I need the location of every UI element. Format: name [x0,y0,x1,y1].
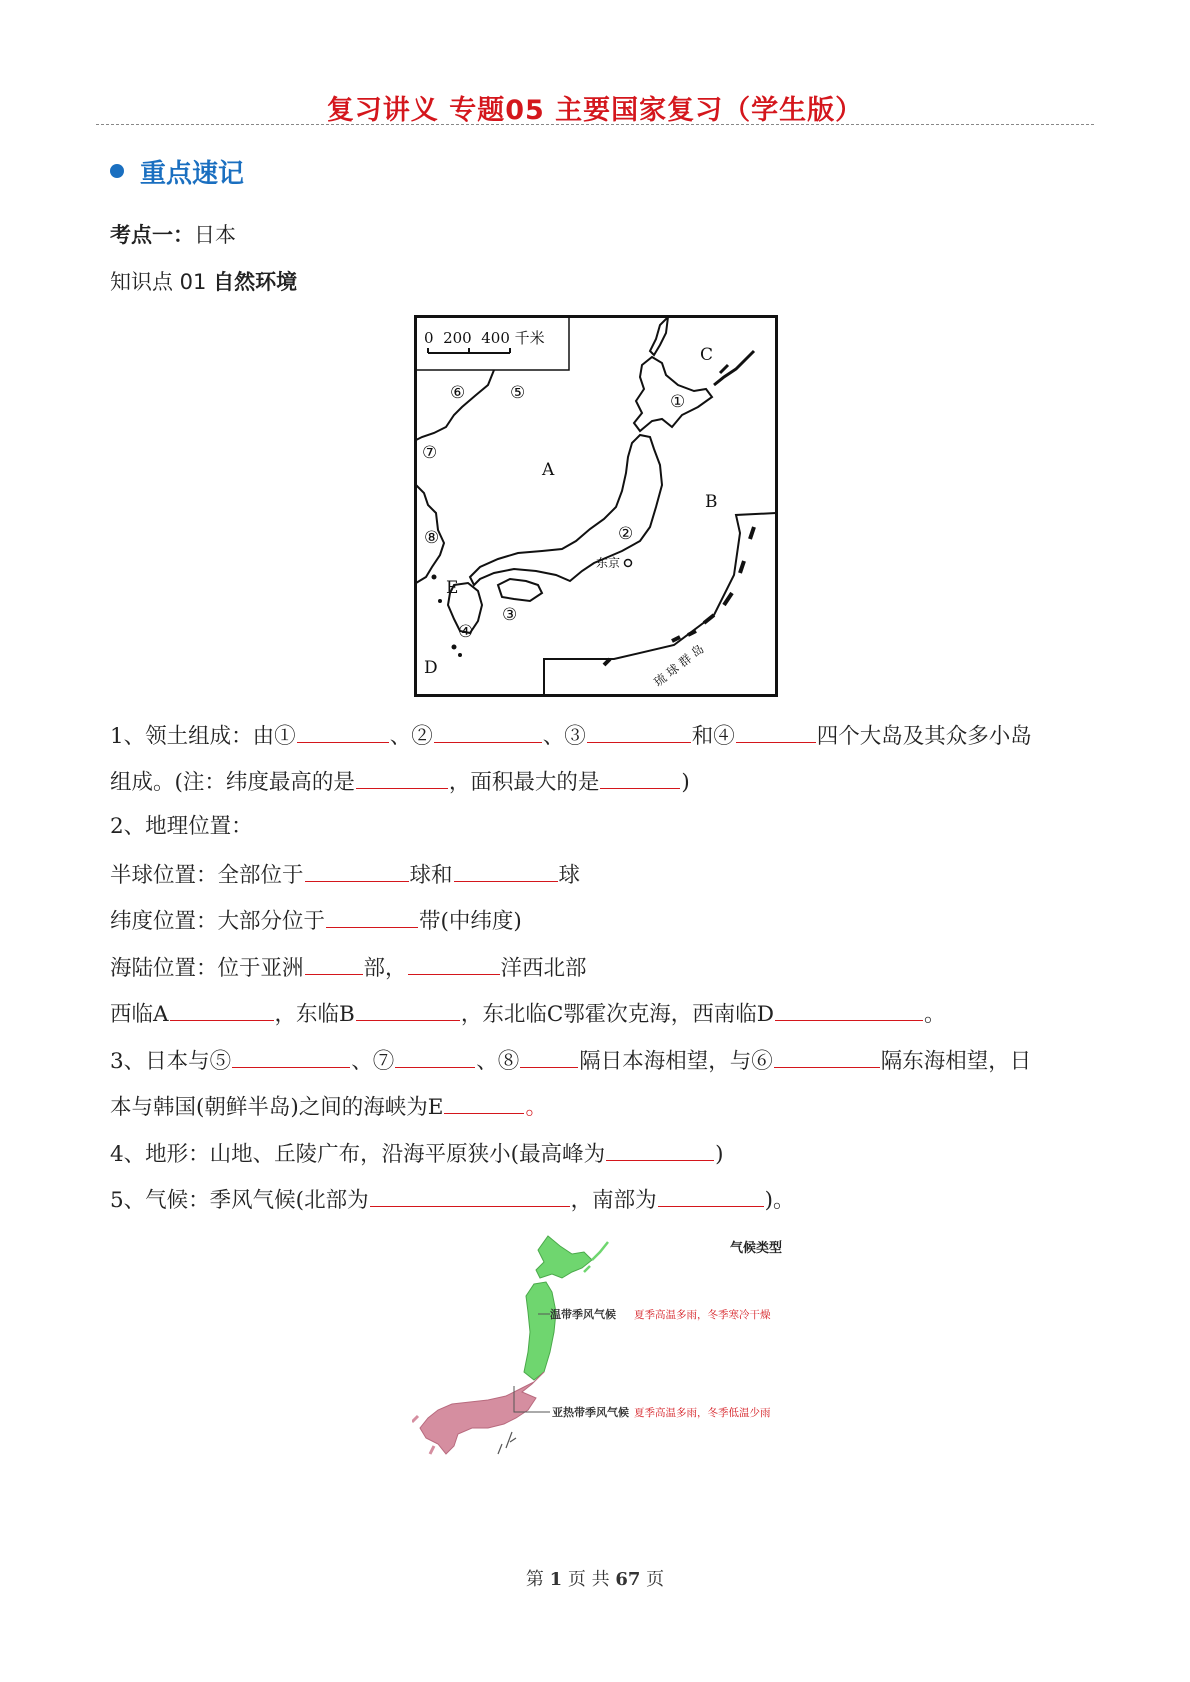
subtropical-region [420,1372,544,1454]
label-C: C [700,345,714,365]
subtropical-climate-name: 亚热带季风气候 [552,1406,629,1419]
current-page: 1 [549,1569,563,1590]
blank-island-3[interactable] [587,720,691,743]
knowledge-point-title: 自然环境 [213,270,298,294]
exam-point-heading [110,219,236,249]
latitude-line: 纬度位置：大部分位于 带(中纬度) [110,905,522,937]
blank-island-4[interactable] [736,720,816,743]
blank-temperature-zone[interactable] [326,905,418,928]
hemisphere-line: 半球位置：全部位于 球和 球 [110,859,580,891]
blank-country-7[interactable] [395,1045,475,1068]
blank-sea-A[interactable] [170,998,274,1021]
knowledge-point-heading [110,266,297,296]
tokyo-label: 东京 [596,556,621,570]
blank-asia-part[interactable] [305,952,363,975]
ryukyu-label: 琉 球 群 岛 [651,641,707,690]
section-heading [110,154,244,188]
label-1: ① [670,392,686,412]
seas-line: 西临A ，东临B ，东北临C鄂霍次克海，西南临D 。 [110,998,946,1030]
exam-point-value: 日本 [194,223,236,247]
blank-highest-latitude[interactable] [356,766,448,789]
blank-hemisphere-1[interactable] [305,859,409,882]
label-2: ② [618,524,634,544]
exam-point-label: 考点一： [110,223,194,247]
blank-island-2[interactable] [434,720,542,743]
label-4: ④ [458,622,474,642]
blank-largest-area[interactable] [600,766,680,789]
japan-location-map [414,315,778,697]
blank-island-1[interactable] [297,720,389,743]
blank-ocean[interactable] [408,952,500,975]
q1-line1: 1、领土组成：由① 、② 、③ 和④ 四个大岛及其众多小岛 [110,720,1032,752]
q5-line: 5、气候：季风气候(北部为 ，南部为 )。 [110,1184,794,1216]
blank-highest-peak[interactable] [606,1138,714,1161]
label-7: ⑦ [422,443,438,463]
label-5: ⑤ [510,383,526,403]
label-A: A [542,460,555,480]
label-6: ⑥ [450,383,466,403]
temperate-climate-desc: 夏季高温多雨，冬季寒冷干燥 [634,1309,771,1321]
blank-hemisphere-2[interactable] [454,859,558,882]
label-3: ③ [502,605,518,625]
q2-heading: 2、地理位置： [110,814,253,839]
label-8: ⑧ [424,528,440,548]
page-footer: 第 1 页 共 67 页 [525,1569,665,1590]
knowledge-point-prefix: 知识点 01 [110,270,214,294]
blank-country-8[interactable] [520,1045,578,1068]
blank-country-5[interactable] [232,1045,350,1068]
blank-strait-E[interactable] [444,1091,524,1114]
temperate-climate-name: 温带季风气候 [550,1308,616,1321]
label-E: E [446,578,459,598]
tokyo-marker [625,560,632,567]
map-scale-label: 0 200 400 千米 [424,329,545,347]
q1-line2: 组成。(注：纬度最高的是 ，面积最大的是 ) [110,766,690,798]
header-divider [96,124,1094,125]
japan-climate-map [412,1232,792,1457]
label-B: B [705,492,718,512]
total-pages: 67 [615,1569,641,1590]
blank-north-climate[interactable] [370,1184,570,1207]
label-D: D [424,658,438,678]
q4-line: 4、地形：山地、丘陵广布，沿海平原狭小(最高峰为 ) [110,1138,723,1170]
sealand-line: 海陆位置：位于亚洲 部， 洋西北部 [110,952,587,984]
blank-south-climate[interactable] [658,1184,764,1207]
bullet-icon [110,164,124,178]
blank-sea-D[interactable] [775,998,923,1021]
subtropical-climate-desc: 夏季高温多雨，冬季低温少雨 [634,1407,771,1419]
blank-sea-B[interactable] [356,998,460,1021]
q3-line2: 本与韩国(朝鲜半岛)之间的海峡为E 。 [110,1091,547,1123]
section-title: 重点速记 [140,158,245,189]
page-title: 复习讲义 专题05 主要国家复习（学生版） [326,95,864,126]
climate-map-title: 气候类型 [730,1241,783,1256]
blank-country-6[interactable] [774,1045,880,1068]
q3-line1: 3、日本与⑤ 、⑦ 、⑧ 隔日本海相望，与⑥ 隔东海相望，日 [110,1045,1031,1077]
